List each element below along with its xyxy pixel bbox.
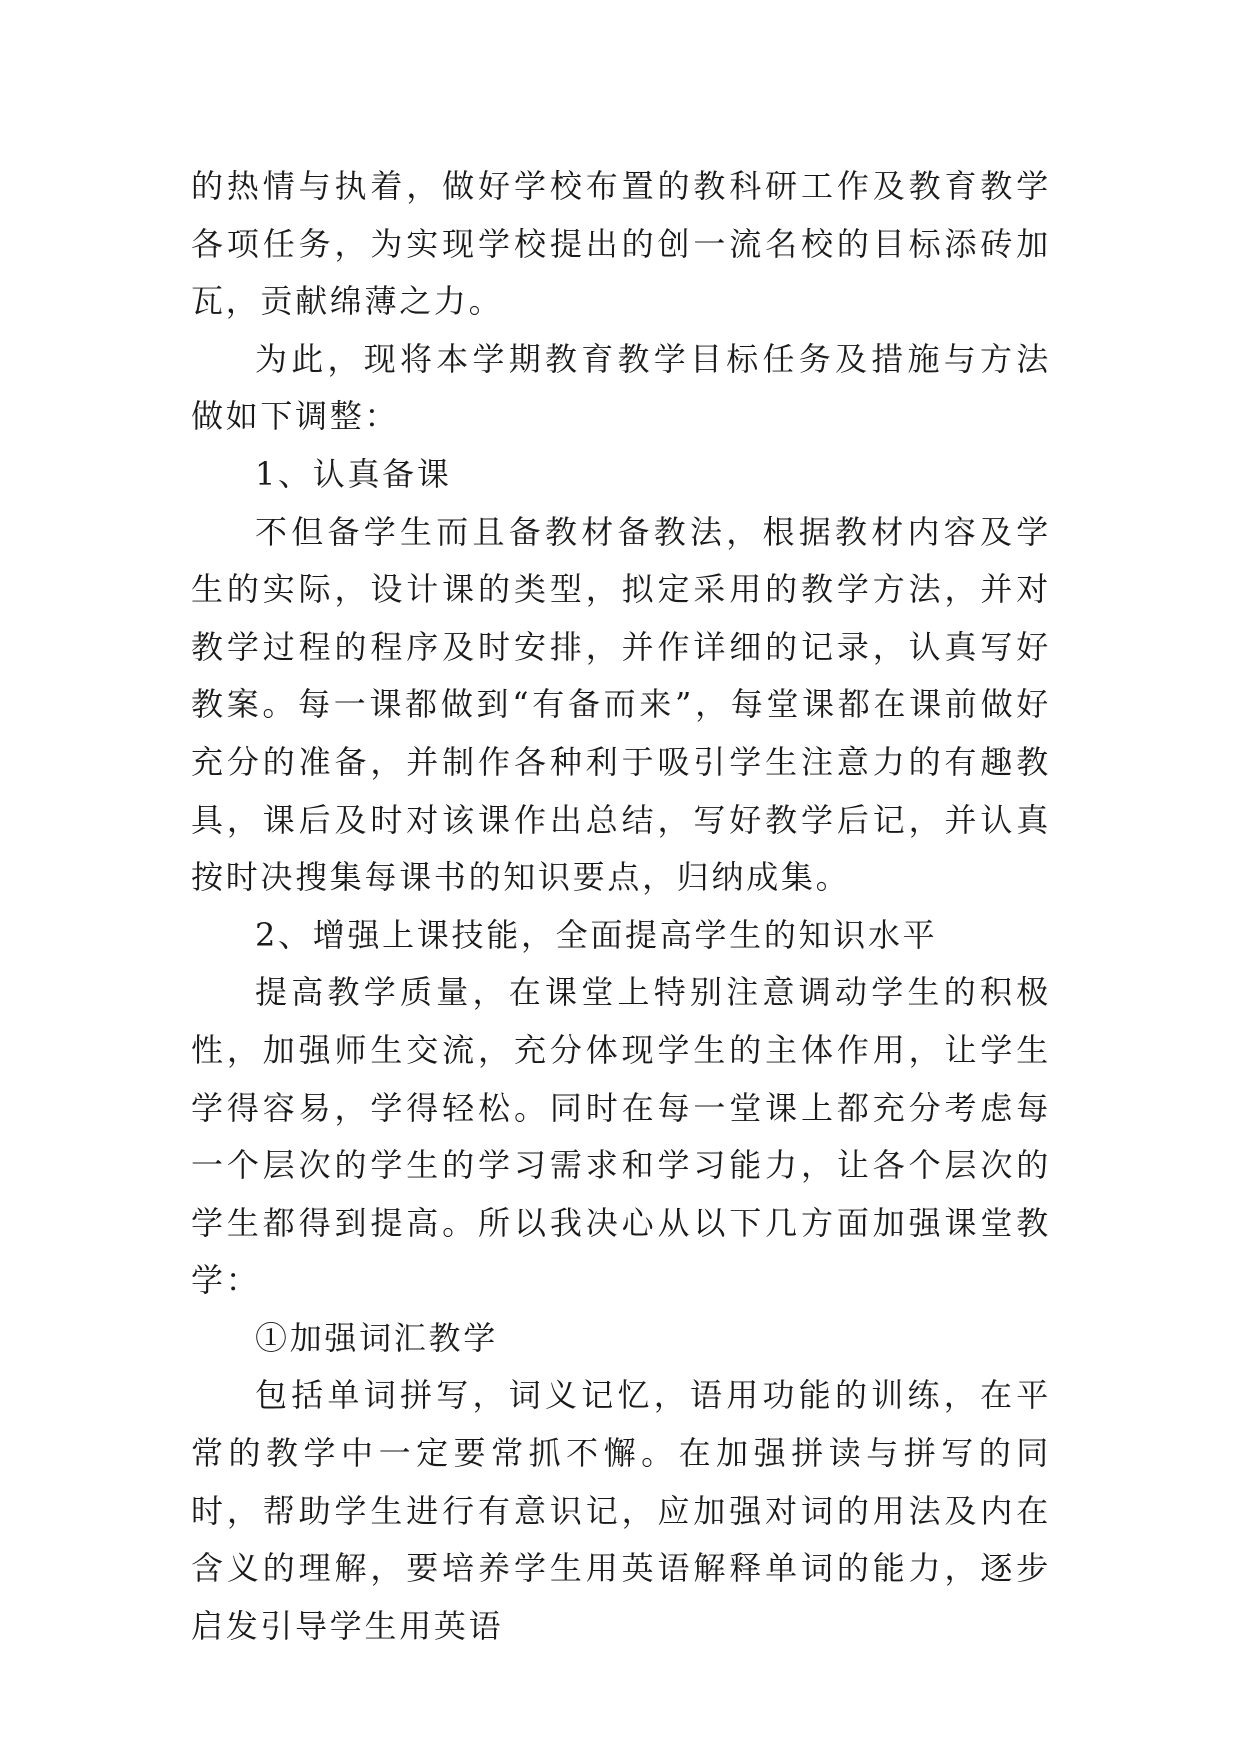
paragraph-continued: 的热情与执着，做好学校布置的教科研工作及教育教学各项任务，为实现学校提出的创一流名校的目标添砖加瓦，贡献绵薄之力。 (191, 167, 1051, 321)
section-heading-1: 1、认真备课 (255, 454, 452, 493)
document-body (191, 158, 1051, 1655)
section-heading-2: 2、增强上课技能，全面提高学生的知识水平 (255, 915, 938, 954)
paragraph-teaching-quality: 提高教学质量，在课堂上特别注意调动学生的积极性，加强师生交流，充分体现学生的主体作用，让学生学得容易，学得轻松。同时在每一堂课上都充分考虑每一个层次的学生的学习需求和学习能力，让各个层次的学生都得到提高。所以我决心从以下几方面加强课堂教学： (191, 973, 1051, 1300)
paragraph-intro: 为此，现将本学期教育教学目标任务及措施与方法做如下调整： (191, 339, 1051, 436)
paragraph-vocabulary: 包括单词拼写，词义记忆，语用功能的训练，在平常的教学中一定要常抓不懈。在加强拼读与拼写的同时，帮助学生进行有意识记，应加强对词的用法及内在含义的理解，要培养学生用英语解释单词的能力，逐步启发引导学生用英语 (191, 1376, 1051, 1645)
paragraph-lesson-prep: 不但备学生而且备教材备教法，根据教材内容及学生的实际，设计课的类型，拟定采用的教学方法，并对教学过程的程序及时安排，并作详细的记录，认真写好教案。每一课都做到“有备而来”，每堂课都在课前做好充分的准备，并制作各种利于吸引学生注意力的有趣教具，课后及时对该课作出总结，写好教学后记，并认真按时决搜集每课书的知识要点，归纳成集。 (191, 512, 1051, 897)
sub-heading-vocabulary: ①加强词汇教学 (255, 1318, 498, 1357)
